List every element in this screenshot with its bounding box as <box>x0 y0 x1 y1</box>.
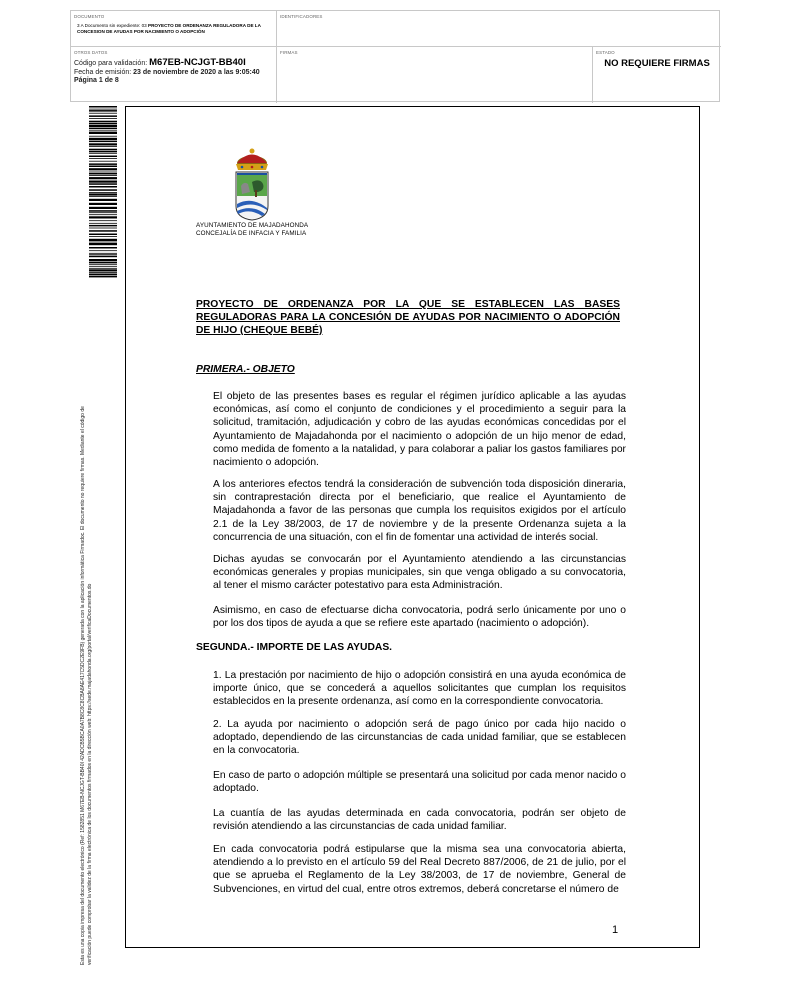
paragraph-4: Asimismo, en caso de efectuarse dicha convocatoria, podrá serlo únicamente por uno o por los dos tipos de ayuda a que se refiere este apartado (nacimiento o adopción). <box>213 605 626 630</box>
identificadores-label: IDENTIFICADORES <box>280 14 323 19</box>
side-text-line2: verificación puede comprobar la validez de la firma electrónica de los documentos firmados en la dirección web: https://sede.majadahonda.org/portal/verificaDocumentos.do <box>86 583 93 965</box>
documento-prefix: 3 A Documento sin expediente: 03 <box>77 23 147 28</box>
firmas-label: FIRMAS <box>280 50 298 55</box>
page-info: Página 1 de 8 <box>74 77 119 84</box>
firmas-cell <box>277 47 593 103</box>
otros-datos-text <box>74 59 260 86</box>
barcode-icon <box>89 106 117 278</box>
paragraph-1: El objeto de las presentes bases es regular el régimen jurídico aplicable a las ayudas económicas, así como el conjunto de condiciones y el procedimiento a seguir para la solicitud, tramitación, adjudicación y cobro de las ayudas económicas concedidas por el Ayuntamiento de Majadahonda por el nacimiento o adopción de un hijo menor de edad, como medida de fomento a la natalidad, y para colaborar a paliar los gastos familiares por nacimiento o adopción. <box>213 391 626 469</box>
emission-date: 23 de noviembre de 2020 a las 9:05:40 <box>133 68 260 76</box>
logo-caption-line1: AYUNTAMIENTO DE MAJADAHONDA <box>196 222 309 229</box>
section1-heading: PRIMERA.- OBJETO <box>196 364 295 375</box>
documento-description <box>77 23 272 35</box>
documento-title: PROYECTO DE ORDENANZA REGULADORA DE LA CONCESION DE AYUDAS POR NACIMIENTO O ADOPCIÓN <box>77 23 261 34</box>
validation-label: Código para validación: <box>74 60 148 67</box>
document-title: PROYECTO DE ORDENANZA POR LA QUE SE ESTABLECEN LAS BASES REGULADORAS PARA LA CONCESIÓN DE AYUDAS POR NACIMIENTO O ADOPCIÓN DE HIJO (CHEQUE BEBÉ) <box>196 299 620 336</box>
estado-cell <box>593 47 721 103</box>
estado-value: NO REQUIERE FIRMAS <box>604 58 710 69</box>
logo-caption <box>196 222 336 238</box>
paragraph-9: En cada convocatoria podrá estipularse que la misma sea una convocatoria abierta, atendiendo a lo previsto en el artículo 59 del Real Decreto 887/2006, de 21 de julio, por el que se aprueba el Reglamento de la Ley 38/2003, de 17 de noviembre, General de Subvenciones, en virtud del cual, entre otros extremos, deberá concretarse el número de <box>213 844 626 895</box>
estado-label: ESTADO <box>596 50 615 55</box>
emission-label: Fecha de emisión: <box>74 68 132 76</box>
otros-datos-cell <box>71 47 277 103</box>
paragraph-8: La cuantía de las ayudas determinada en cada convocatoria, podrán ser objeto de revisión atendiendo a las circunstancias de cada unidad familiar. <box>213 808 626 833</box>
documento-cell <box>71 11 277 47</box>
logo-caption-line2: CONCEJALÍA DE INFACIA Y FAMILIA <box>196 230 307 237</box>
documento-label: DOCUMENTO <box>74 14 105 19</box>
paragraph-6: 2. La ayuda por nacimiento o adopción será de pago único por cada hijo nacido o adoptado, dependiendo de las circunstancias de cada unidad familiar, que se establecen en la convocatoria. <box>213 719 626 757</box>
paragraph-3: Dichas ayudas se convocarán por el Ayuntamiento atendiendo a las circunstancias económicas generales y propias municipales, sin que venga obligado a su convocatoria, al tener el mismo carácter potestativo para esta Administración. <box>213 554 626 592</box>
otros-datos-label: OTROS DATOS <box>74 50 108 55</box>
identificadores-cell <box>277 11 721 47</box>
paragraph-5: 1. La prestación por nacimiento de hijo o adopción consistirá en una ayuda económica de importe único, que se concederá a aquellos solicitantes que cumplan los requisitos establecidos en la presente ordenanza, así como en la correspondiente convocatoria. <box>213 670 626 708</box>
paragraph-2: A los anteriores efectos tendrá la consideración de subvención toda disposición dineraria, sin contraprestación directa por el beneficiario, que realice el Ayuntamiento de Majadahonda a favor de las personas que cumpla los requisitos exigidos por el artículo 2.1 de la Ley 38/2003, de 17 de noviembre y de la presente Ordenanza sujeta a la concurrencia de una situación, con el fin de fomentar una actividad de interés social. <box>213 479 626 543</box>
validation-code[interactable]: M67EB-NCJGT-BB40I <box>149 57 246 68</box>
section2-heading: SEGUNDA.- IMPORTE DE LAS AYUDAS. <box>196 642 393 653</box>
document-header-table <box>70 10 720 102</box>
verification-side-text <box>80 300 100 965</box>
page-number: 1 <box>612 924 619 936</box>
coat-of-arms-icon <box>232 148 272 222</box>
paragraph-7: En caso de parto o adopción múltiple se presentará una solicitud por cada menor nacido o adoptado. <box>213 770 626 795</box>
side-text-line1: Esta es una copia impresa del documento electrónico (Ref: 1582851 M67EB-NCJGT-BB40I 42ADCB5BCA0A7B8C8C8CBA8AE417C5DC2E9FB) generada con la aplicación informática Firmadoc. El documento no requiere firmas. Mediante el código de <box>80 406 86 965</box>
